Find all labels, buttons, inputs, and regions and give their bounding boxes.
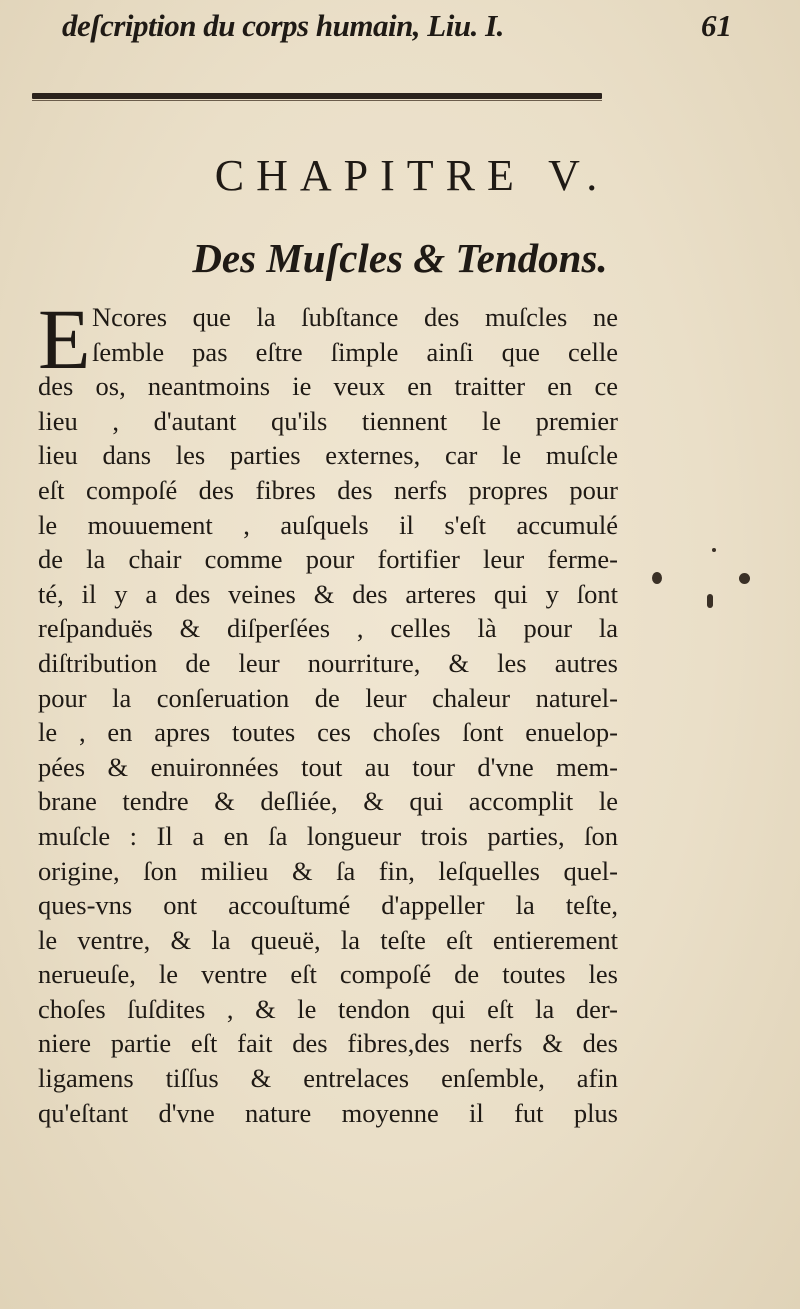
text-line: brane tendre & deſliée, & qui accomplit le bbox=[38, 786, 618, 817]
text-line: reſpanduës & diſperſées , celles là pour la bbox=[38, 613, 618, 644]
text-line: des os, neantmoins ie veux en traitter en ce bbox=[38, 371, 618, 402]
text-line: niere partie eſt fait des fibres,des nerfs & des bbox=[38, 1028, 618, 1059]
header-rule bbox=[32, 93, 602, 99]
page-number: 61 bbox=[701, 8, 732, 43]
chapter-subtitle: Des Muſcles & Tendons. bbox=[192, 235, 608, 281]
ink-speck bbox=[712, 548, 716, 552]
text-line: nerueuſe, le ventre eſt compoſé de toutes les bbox=[38, 959, 618, 990]
text-line: eſt compoſé des fibres des nerfs propres pour bbox=[38, 474, 618, 505]
text-line: de la chair comme pour fortifier leur ferme- bbox=[38, 544, 618, 575]
ink-speck bbox=[739, 573, 750, 584]
header-rule-thin bbox=[32, 100, 602, 101]
running-head bbox=[62, 8, 732, 48]
text-line: le ventre, & la queuë, la teſte eſt entierement bbox=[38, 924, 618, 955]
text-line: le mouuement , auſquels il s'eſt accumulé bbox=[38, 509, 618, 540]
text-line: choſes ſuſdites , & le tendon qui eſt la der- bbox=[38, 993, 618, 1024]
drop-cap: E bbox=[38, 291, 91, 387]
text-line: ſemble pas eſtre ſimple ainſi que celle bbox=[92, 336, 618, 367]
chapter-heading: CHAPITRE V. bbox=[214, 151, 610, 200]
text-line: pour la conſeruation de leur chaleur naturel- bbox=[38, 682, 618, 713]
ink-speck bbox=[652, 572, 662, 584]
text-line: lieu , d'autant qu'ils tiennent le premier bbox=[38, 405, 618, 436]
body-text bbox=[38, 291, 618, 1130]
text-line: qu'eſtant d'vne nature moyenne il fut plus bbox=[38, 1097, 618, 1128]
text-line: origine, ſon milieu & ſa fin, leſquelles quel- bbox=[38, 855, 618, 886]
text-line: diſtribution de leur nourriture, & les autres bbox=[38, 647, 618, 678]
text-line: Ncores que la ſubſtance des muſcles ne bbox=[92, 302, 618, 332]
text-line: té, il y a des veines & des arteres qui y ſont bbox=[38, 578, 618, 609]
text-line: le , en apres toutes ces choſes ſont enuelop- bbox=[38, 717, 618, 748]
text-line: pées & enuironnées tout au tour d'vne mem- bbox=[38, 751, 618, 782]
text-line: ligamens tiſſus & entrelaces enſemble, afin bbox=[38, 1063, 618, 1094]
ink-speck bbox=[707, 594, 713, 608]
running-head-title: deſcription du corps humain, Liu. I. bbox=[62, 8, 504, 43]
text-line: ques-vns ont accouſtumé d'appeller la teſte, bbox=[38, 890, 618, 921]
text-line: lieu dans les parties externes, car le muſcle bbox=[38, 440, 618, 471]
text-line: muſcle : Il a en ſa longueur trois parties, ſon bbox=[38, 820, 618, 851]
